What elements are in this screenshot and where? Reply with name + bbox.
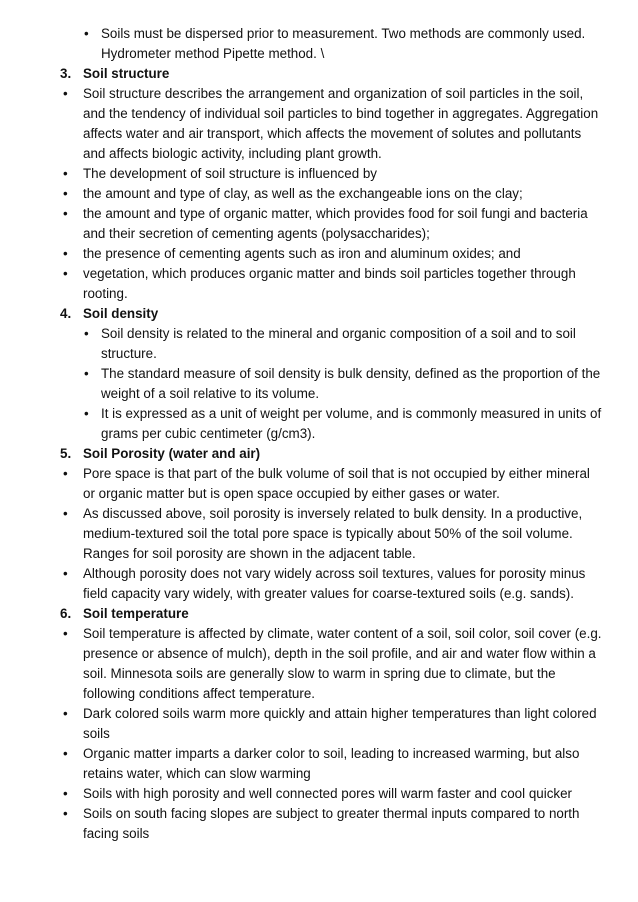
list-item: • Dark colored soils warm more quickly and attain higher temperatures than light colored soils [0,704,638,744]
section-heading-soil-porosity [0,444,638,464]
list-item: • Soil temperature is affected by climate, water content of a soil, soil color, soil cover (e.g. presence or absence of mulch), depth in the soil profile, and air and water flow within a soil. Minnesota soils are generally slow to warm in spring due to climate, but the following conditions affect temperature. [0,624,638,704]
section-title: Soil density [83,306,159,321]
section-number: 3. [60,66,72,81]
section-title: Soil Porosity (water and air) [83,446,261,461]
section-number: 6. [60,606,72,621]
list-item: • Soils must be dispersed prior to measurement. Two methods are commonly used. Hydrometer method Pipette method. \ [0,24,638,64]
list-item: • the amount and type of organic matter, which provides food for soil fungi and bacteria and their secretion of cementing agents (polysaccharides); [0,204,638,244]
section-heading-soil-temperature [0,604,638,624]
list-item: • Soils on south facing slopes are subject to greater thermal inputs compared to north facing soils [0,804,638,844]
section-heading-soil-structure [0,64,638,84]
list-item: • vegetation, which produces organic matter and binds soil particles together through rooting. [0,264,638,304]
list-item: • The standard measure of soil density is bulk density, defined as the proportion of the weight of a soil relative to its volume. [0,364,638,404]
section-title: Soil structure [83,66,170,81]
list-item: • Soil structure describes the arrangement and organization of soil particles in the soil, and the tendency of individual soil particles to bind together in aggregates. Aggregation affects water and air transport, which affects the movement of solutes and pollutants and affects biologic activity, including plant growth. [0,84,638,164]
section-heading-soil-density [0,304,638,324]
list-item: • the presence of cementing agents such as iron and aluminum oxides; and [0,244,638,264]
section-number: 5. [60,446,72,461]
list-item: • It is expressed as a unit of weight per volume, and is commonly measured in units of grams per cubic centimeter (g/cm3). [0,404,638,444]
list-item: • Soil density is related to the mineral and organic composition of a soil and to soil structure. [0,324,638,364]
list-item: • Soils with high porosity and well connected pores will warm faster and cool quicker [0,784,638,804]
list-item: • Pore space is that part of the bulk volume of soil that is not occupied by either mineral or organic matter but is open space occupied by either gases or water. [0,464,638,504]
list-item: • As discussed above, soil porosity is inversely related to bulk density. In a productive, medium-textured soil the total pore space is typically about 50% of the soil volume. Ranges for soil porosity are shown in the adjacent table. [0,504,638,564]
list-item: • Although porosity does not vary widely across soil textures, values for porosity minus field capacity vary widely, with greater values for coarse-textured soils (e.g. sands). [0,564,638,604]
section-title: Soil temperature [83,606,189,621]
document-page [0,24,638,844]
list-item: • The development of soil structure is influenced by [0,164,638,184]
section-number: 4. [60,306,72,321]
list-item: • Organic matter imparts a darker color to soil, leading to increased warming, but also retains water, which can slow warming [0,744,638,784]
list-item: • the amount and type of clay, as well as the exchangeable ions on the clay; [0,184,638,204]
